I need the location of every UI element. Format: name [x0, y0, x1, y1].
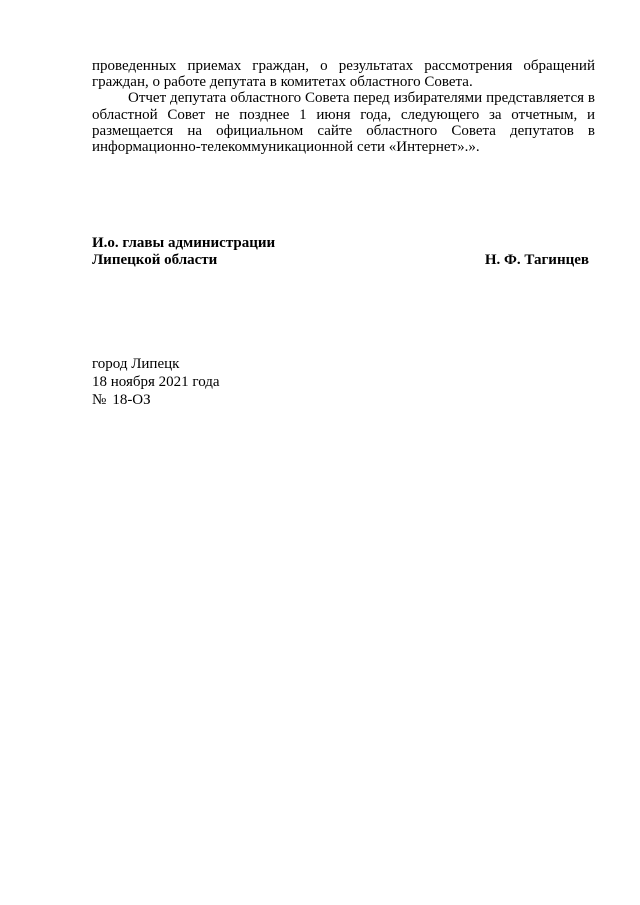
signatory-title-line-2: Липецкой области	[92, 252, 218, 268]
body-paragraph-continuation: проведенных приемах граждан, о результатах рассмотрения обращений граждан, о работе депутата в комитетах областного Совета.	[92, 58, 595, 91]
city-label: город Липецк	[92, 356, 180, 372]
document-date: 18 ноября 2021 года	[92, 374, 220, 390]
document-number: 18-ОЗ	[112, 392, 151, 408]
signature-block	[92, 235, 589, 269]
signatory-title-line-1: И.о. главы администрации	[92, 235, 276, 251]
place-date-block	[92, 355, 220, 409]
body-paragraph-report: Отчет депутата областного Совета перед избирателями представляется в областной Совет не позднее 1 июня года, следующего за отчетным, и размещается на официальном сайте областного Совета депутатов в информационно-телекоммуникационной сети «Интернет».».	[92, 90, 595, 156]
number-sign: №	[92, 392, 107, 408]
signature-row	[92, 252, 589, 269]
document-number-line	[92, 391, 220, 409]
document-body	[92, 58, 595, 155]
signatory-name: Н. Ф. Тагинцев	[484, 252, 589, 268]
